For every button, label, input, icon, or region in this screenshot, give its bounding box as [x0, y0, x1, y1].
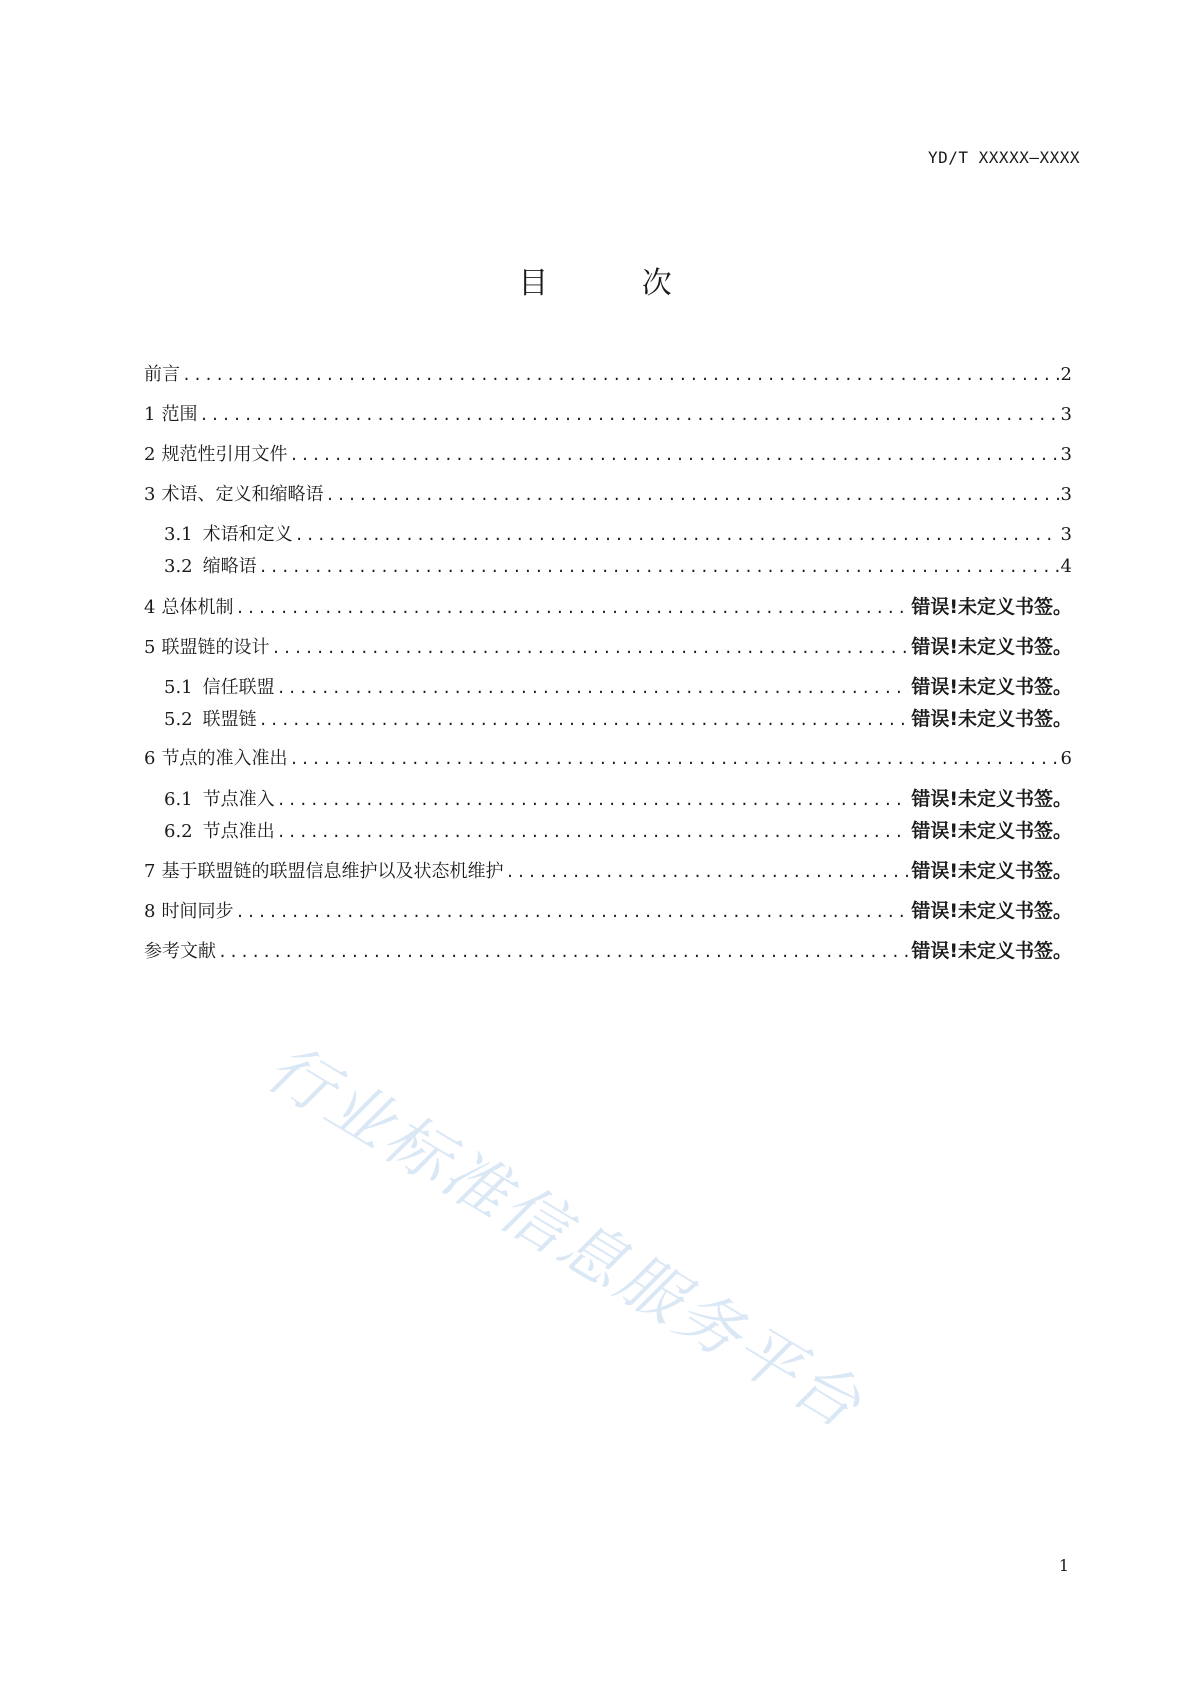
toc-bookmark-error: 错误!未定义书签。: [911, 636, 1072, 658]
page-title: 目 次: [518, 266, 714, 301]
toc-entry-6-2[interactable]: [144, 816, 1072, 848]
toc-entry-1[interactable]: [144, 400, 1072, 432]
watermark: 行业标准信息服务平台: [254, 1030, 876, 1445]
toc-entry-label: 6.1 节点准入: [164, 789, 275, 810]
toc-bookmark-error: 错误!未定义书签。: [911, 596, 1072, 618]
toc-entry-3-2[interactable]: [144, 552, 1072, 584]
toc-leader-dots: [325, 486, 1058, 504]
toc-entry-foreword[interactable]: [144, 360, 1072, 392]
toc-leader-dots: [289, 750, 1058, 768]
toc-page-number: 6: [1060, 748, 1072, 769]
toc-entry-references[interactable]: [144, 936, 1072, 968]
toc-page-number: 3: [1060, 404, 1072, 425]
toc-bookmark-error: 错误!未定义书签。: [911, 940, 1072, 962]
toc-leader-dots: [271, 639, 909, 657]
toc-entry-label: 6.2 节点准出: [164, 821, 275, 842]
toc-leader-dots: [505, 863, 909, 881]
toc-entry-4[interactable]: [144, 592, 1072, 624]
toc-leader-dots: [277, 791, 910, 809]
toc-leader-dots: [199, 406, 1058, 424]
toc-entry-label: 5.1 信任联盟: [164, 677, 275, 698]
toc-page-number: 4: [1060, 556, 1072, 577]
toc-entry-7[interactable]: [144, 856, 1072, 888]
toc-entry-label: 1 范围: [144, 404, 198, 425]
toc-leader-dots: [259, 711, 910, 729]
toc-entry-label: 前言: [144, 364, 180, 385]
toc-entry-6-1[interactable]: [144, 784, 1072, 816]
toc-entry-5-2[interactable]: [144, 704, 1072, 736]
toc-bookmark-error: 错误!未定义书签。: [911, 860, 1072, 882]
toc-leader-dots: [289, 446, 1058, 464]
toc-entry-6[interactable]: [144, 744, 1072, 776]
toc-entry-label: 参考文献: [144, 941, 216, 962]
page-number: 1: [1058, 1556, 1069, 1575]
toc-page-number: 3: [1060, 444, 1072, 465]
toc-bookmark-error: 错误!未定义书签。: [911, 820, 1072, 842]
toc-entry-5-1[interactable]: [144, 672, 1072, 704]
toc-entry-label: 6 节点的准入准出: [144, 748, 288, 769]
toc-entry-label: 3.2 缩略语: [164, 556, 257, 577]
toc-entry-5[interactable]: [144, 632, 1072, 664]
toc-leader-dots: [277, 823, 910, 841]
toc-entry-8[interactable]: [144, 896, 1072, 928]
toc-entry-label: 5.2 联盟链: [164, 709, 257, 730]
toc-entry-label: 2 规范性引用文件: [144, 444, 288, 465]
toc-page-number: 3: [1060, 524, 1072, 545]
toc-entry-label: 7 基于联盟链的联盟信息维护以及状态机维护: [144, 861, 504, 882]
toc-entry-label: 8 时间同步: [144, 901, 234, 922]
toc-leader-dots: [235, 599, 909, 617]
toc-entry-label: 3 术语、定义和缩略语: [144, 484, 324, 505]
toc-entry-label: 4 总体机制: [144, 597, 234, 618]
toc-entry-3[interactable]: [144, 480, 1072, 512]
toc-entry-label: 5 联盟链的设计: [144, 637, 270, 658]
document-code: YD/T XXXXX—XXXX: [928, 148, 1080, 167]
toc-bookmark-error: 错误!未定义书签。: [911, 900, 1072, 922]
toc-page-number: 3: [1060, 484, 1072, 505]
toc-entry-3-1[interactable]: [144, 520, 1072, 552]
toc-entry-label: 3.1 术语和定义: [164, 524, 293, 545]
toc-leader-dots: [295, 526, 1059, 544]
toc-leader-dots: [235, 903, 909, 921]
toc-leader-dots: [277, 679, 910, 697]
toc-bookmark-error: 错误!未定义书签。: [911, 708, 1072, 730]
toc-leader-dots: [218, 943, 909, 961]
table-of-contents: [144, 360, 1072, 968]
toc-page-number: 2: [1060, 364, 1072, 385]
toc-entry-2[interactable]: [144, 440, 1072, 472]
toc-leader-dots: [182, 366, 1059, 384]
toc-bookmark-error: 错误!未定义书签。: [911, 788, 1072, 810]
toc-bookmark-error: 错误!未定义书签。: [911, 676, 1072, 698]
toc-leader-dots: [259, 558, 1059, 576]
